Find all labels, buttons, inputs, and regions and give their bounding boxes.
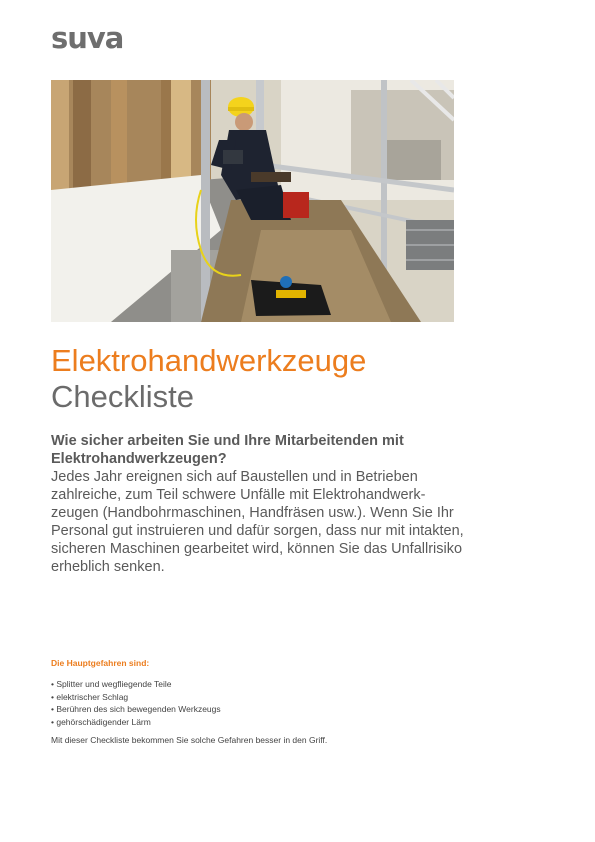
- hazards-list: [51, 678, 221, 728]
- closing-text: Mit dieser Checkliste bekommen Sie solche Gefahren besser in den Griff.: [51, 735, 328, 745]
- construction-worker-photo: [51, 80, 454, 322]
- list-item: • Splitter und wegfliegende Teile: [51, 678, 221, 691]
- hazards-heading: Die Hauptgefahren sind:: [51, 658, 150, 668]
- hero-photo: [51, 80, 454, 322]
- lead-body: Jedes Jahr ereignen sich auf Baustellen und in Betrieben zahlreiche, zum Teil schwere Unfälle mit Elektrohandwerk-zeugen (Handbohrmaschinen, Handfräsen usw.). Wenn Sie Ihr Personal gut instruieren und dafür sorgen, dass nur mit intakten, sicheren Maschinen gearbeitet wird, können Sie das Unfallrisiko erheblich senken.: [51, 469, 464, 575]
- lead-question: Wie sicher arbeiten Sie und Ihre Mitarbeitenden mit Elektrohandwerkzeugen?: [51, 433, 404, 467]
- document-subtitle: Checkliste: [51, 379, 194, 414]
- list-item: • Berühren des sich bewegenden Werkzeugs: [51, 703, 221, 716]
- document-title: Elektrohandwerkzeuge: [51, 343, 367, 378]
- suva-logo: suva: [51, 21, 124, 55]
- list-item: • elektrischer Schlag: [51, 691, 221, 704]
- list-item: • gehörschädigender Lärm: [51, 716, 221, 729]
